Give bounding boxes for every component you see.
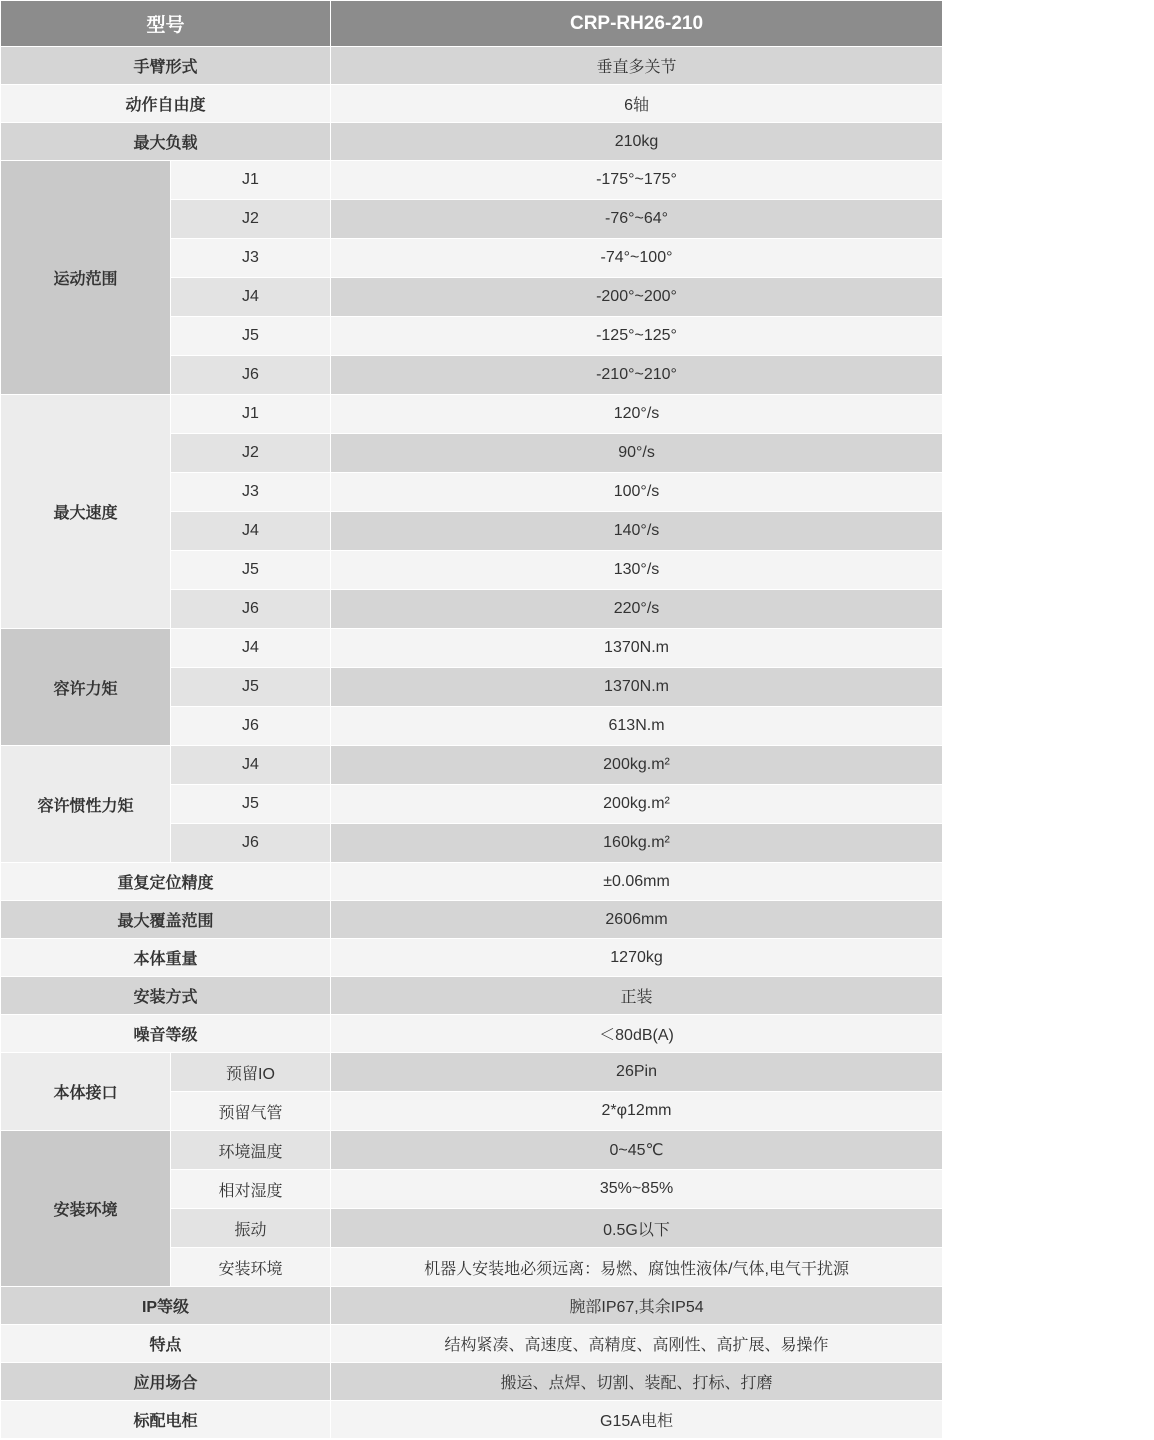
row-value: 6轴 xyxy=(331,85,943,123)
table-row xyxy=(1,123,943,161)
table-row xyxy=(1,85,943,123)
row-value: 160kg.m² xyxy=(331,824,943,863)
row-sub-label: J5 xyxy=(171,317,331,356)
row-value: 结构紧凑、高速度、高精度、高刚性、高扩展、易操作 xyxy=(331,1325,943,1363)
row-sub-label: J1 xyxy=(171,395,331,434)
row-value: 搬运、点焊、切割、装配、打标、打磨 xyxy=(331,1363,943,1401)
row-sub-label: J6 xyxy=(171,707,331,746)
row-value: 613N.m xyxy=(331,707,943,746)
row-sub-label: J6 xyxy=(171,356,331,395)
row-sub-label: 预留IO xyxy=(171,1053,331,1092)
table-row xyxy=(1,1401,943,1439)
row-sub-label: J4 xyxy=(171,278,331,317)
row-label: 标配电柜 xyxy=(1,1401,331,1439)
row-sub-label: J6 xyxy=(171,590,331,629)
row-value: 0~45℃ xyxy=(331,1131,943,1170)
row-value: 210kg xyxy=(331,123,943,161)
row-value: -74°~100° xyxy=(331,239,943,278)
row-value: 正装 xyxy=(331,977,943,1015)
row-label: IP等级 xyxy=(1,1287,331,1325)
row-sub-label: J4 xyxy=(171,512,331,551)
table-row xyxy=(1,1325,943,1363)
row-value: 2*φ12mm xyxy=(331,1092,943,1131)
row-label: 动作自由度 xyxy=(1,85,331,123)
row-group-label: 运动范围 xyxy=(1,161,171,395)
row-label: 手臂形式 xyxy=(1,47,331,85)
table-row xyxy=(1,901,943,939)
row-value: -175°~175° xyxy=(331,161,943,200)
row-value: ±0.06mm xyxy=(331,863,943,901)
row-sub-label: J2 xyxy=(171,434,331,473)
row-group-label: 安装环境 xyxy=(1,1131,171,1287)
row-value: 垂直多关节 xyxy=(331,47,943,85)
row-value: 0.5G以下 xyxy=(331,1209,943,1248)
specification-table-body xyxy=(1,1,943,1439)
row-value: 机器人安装地必须远离：易燃、腐蚀性液体/气体,电气干扰源 xyxy=(331,1248,943,1287)
table-header-row xyxy=(1,1,943,47)
row-value: ＜80dB(A) xyxy=(331,1015,943,1053)
row-sub-label: J2 xyxy=(171,200,331,239)
row-group-label: 容许惯性力矩 xyxy=(1,746,171,863)
row-value: G15A电柜 xyxy=(331,1401,943,1439)
row-value: 200kg.m² xyxy=(331,785,943,824)
table-row xyxy=(1,161,943,200)
row-value: 130°/s xyxy=(331,551,943,590)
row-label: 特点 xyxy=(1,1325,331,1363)
row-value: -76°~64° xyxy=(331,200,943,239)
row-value: 1270kg xyxy=(331,939,943,977)
row-sub-label: 环境温度 xyxy=(171,1131,331,1170)
row-value: 1370N.m xyxy=(331,668,943,707)
row-value: 140°/s xyxy=(331,512,943,551)
row-label: 应用场合 xyxy=(1,1363,331,1401)
row-sub-label: J4 xyxy=(171,629,331,668)
row-label: 最大覆盖范围 xyxy=(1,901,331,939)
row-value: -200°~200° xyxy=(331,278,943,317)
row-label: 噪音等级 xyxy=(1,1015,331,1053)
row-sub-label: J6 xyxy=(171,824,331,863)
table-row xyxy=(1,1015,943,1053)
table-row xyxy=(1,939,943,977)
header-label: 型号 xyxy=(1,1,331,47)
row-sub-label: J5 xyxy=(171,551,331,590)
table-row xyxy=(1,863,943,901)
row-value: 26Pin xyxy=(331,1053,943,1092)
row-group-label: 本体接口 xyxy=(1,1053,171,1131)
row-value: 220°/s xyxy=(331,590,943,629)
row-label: 安装方式 xyxy=(1,977,331,1015)
table-row xyxy=(1,746,943,785)
row-value: -210°~210° xyxy=(331,356,943,395)
row-sub-label: 振动 xyxy=(171,1209,331,1248)
table-row xyxy=(1,977,943,1015)
row-label: 最大负载 xyxy=(1,123,331,161)
row-value: -125°~125° xyxy=(331,317,943,356)
row-sub-label: 预留气管 xyxy=(171,1092,331,1131)
table-row xyxy=(1,1363,943,1401)
table-row xyxy=(1,1131,943,1170)
table-row xyxy=(1,1053,943,1092)
row-value: 200kg.m² xyxy=(331,746,943,785)
row-value: 35%~85% xyxy=(331,1170,943,1209)
row-sub-label: 安装环境 xyxy=(171,1248,331,1287)
table-row xyxy=(1,629,943,668)
row-sub-label: J5 xyxy=(171,668,331,707)
header-value: CRP-RH26-210 xyxy=(331,1,943,47)
row-value: 90°/s xyxy=(331,434,943,473)
row-value: 2606mm xyxy=(331,901,943,939)
table-row xyxy=(1,395,943,434)
row-label: 重复定位精度 xyxy=(1,863,331,901)
row-sub-label: J1 xyxy=(171,161,331,200)
table-row xyxy=(1,1287,943,1325)
row-label: 本体重量 xyxy=(1,939,331,977)
row-value: 100°/s xyxy=(331,473,943,512)
row-group-label: 最大速度 xyxy=(1,395,171,629)
row-value: 腕部IP67,其余IP54 xyxy=(331,1287,943,1325)
row-sub-label: 相对湿度 xyxy=(171,1170,331,1209)
row-sub-label: J4 xyxy=(171,746,331,785)
row-sub-label: J3 xyxy=(171,473,331,512)
row-sub-label: J5 xyxy=(171,785,331,824)
row-value: 1370N.m xyxy=(331,629,943,668)
row-sub-label: J3 xyxy=(171,239,331,278)
row-group-label: 容许力矩 xyxy=(1,629,171,746)
table-row xyxy=(1,47,943,85)
row-value: 120°/s xyxy=(331,395,943,434)
